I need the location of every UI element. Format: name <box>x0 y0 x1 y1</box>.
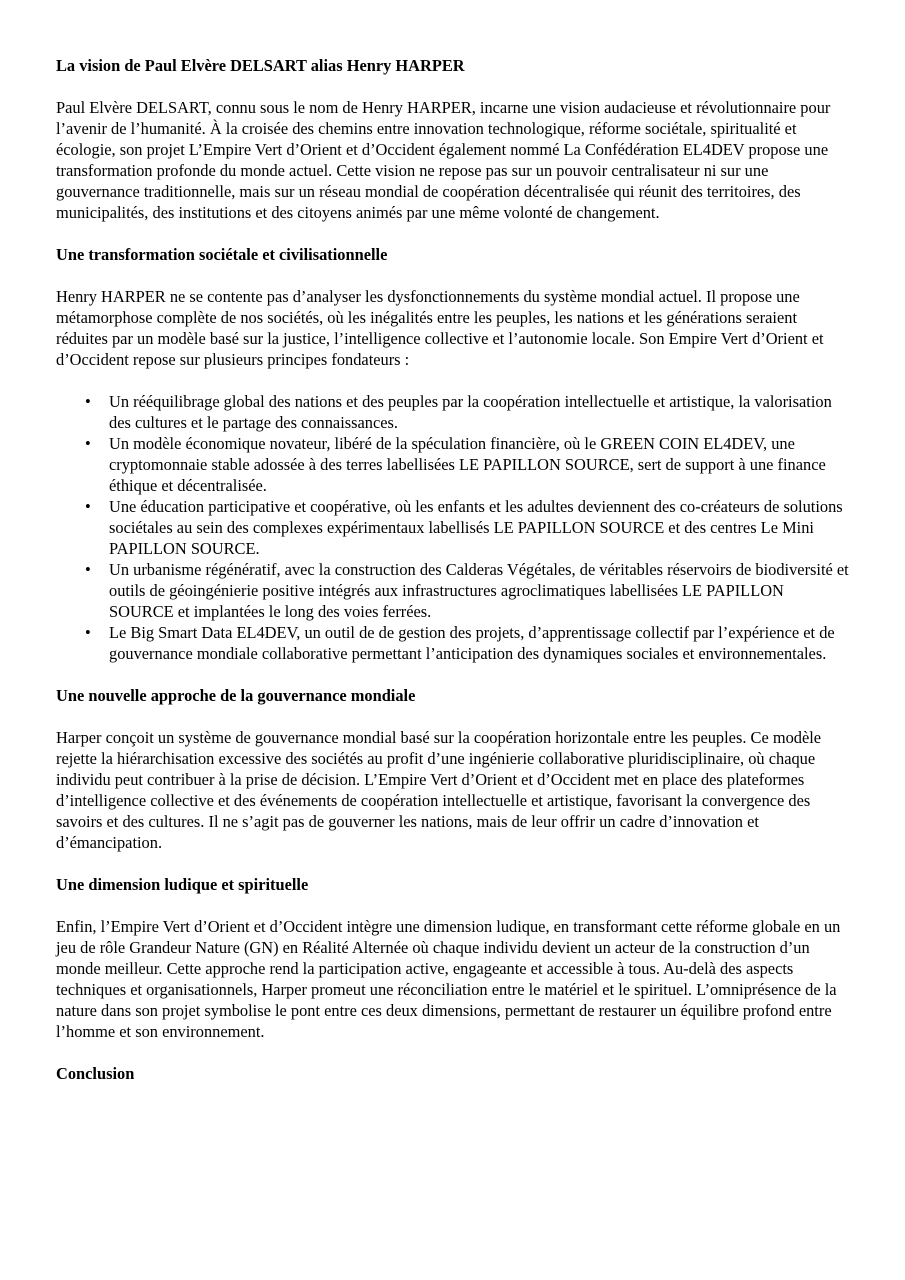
bullet-icon: • <box>85 434 91 453</box>
list-item <box>56 433 852 496</box>
list-item-text: Un urbanisme régénératif, avec la construction des Calderas Végétales, de véritables réservoirs de biodiversité et outils de géoingénierie positive intégrés aux infrastructures agroclimatiques labellisées LE PAPILLON SOURCE et implantées le long des voies ferrées. <box>109 560 849 621</box>
list-item-text: Le Big Smart Data EL4DEV, un outil de de gestion des projets, d’apprentissage collectif par l’expérience et de gouvernance mondiale collaborative permettant l’anticipation des dynamiques sociales et environnementales. <box>109 623 835 663</box>
list-item <box>56 391 852 433</box>
bullet-icon: • <box>85 392 91 411</box>
section-heading-governance: Une nouvelle approche de la gouvernance mondiale <box>56 686 416 705</box>
section-heading-conclusion: Conclusion <box>56 1064 135 1083</box>
document-title: La vision de Paul Elvère DELSART alias Henry HARPER <box>56 56 465 75</box>
section-heading-spiritual: Une dimension ludique et spirituelle <box>56 875 309 894</box>
document-page <box>56 55 852 1084</box>
section-paragraph-governance: Harper conçoit un système de gouvernance mondial basé sur la coopération horizontale entre les peuples. Ce modèle rejette la hiérarchisation excessive des sociétés au profit d’une ingénierie collaborative pluridisciplinaire, où chaque individu peut contribuer à la prise de décision. L’Empire Vert d’Orient et d’Occident met en place des plateformes d’intelligence collective et des événements de coopération intellectuelle et artistique, favorisant la convergence des savoirs et des cultures. Il ne s’agit pas de gouverner les nations, mais de leur offrir un cadre d’innovation et d’émancipation. <box>56 728 822 852</box>
intro-paragraph: Paul Elvère DELSART, connu sous le nom de Henry HARPER, incarne une vision audacieuse et révolutionnaire pour l’avenir de l’humanité. À la croisée des chemins entre innovation technologique, réforme sociétale, spiritualité et écologie, son projet L’Empire Vert d’Orient et d’Occident également nommé La Confédération EL4DEV propose une transformation profonde du monde actuel. Cette vision ne repose pas sur un pouvoir centralisateur ni sur une gouvernance traditionnelle, mais sur un réseau mondial de coopération décentralisée qui réunit des territoires, des municipalités, des institutions et des citoyens animés par une même volonté de changement. <box>56 98 831 222</box>
list-item <box>56 496 852 559</box>
bullet-icon: • <box>85 497 91 516</box>
list-item <box>56 559 852 622</box>
bullet-icon: • <box>85 623 91 642</box>
list-item-text: Un modèle économique novateur, libéré de la spéculation financière, où le GREEN COIN EL4DEV, une cryptomonnaie stable adossée à des terres labellisées LE PAPILLON SOURCE, sert de support à une finance éthique et décentralisée. <box>109 434 826 495</box>
list-item-text: Une éducation participative et coopérative, où les enfants et les adultes deviennent des co-créateurs de solutions sociétales au sein des complexes expérimentaux labellisés LE PAPILLON SOURCE et des centres Le Mini PAPILLON SOURCE. <box>109 497 843 558</box>
list-item <box>56 622 852 664</box>
section-paragraph-transformation: Henry HARPER ne se contente pas d’analyser les dysfonctionnements du système mondial actuel. Il propose une métamorphose complète de nos sociétés, où les inégalités entre les peuples, les nations et les générations seraient réduites par un modèle basé sur la justice, l’intelligence collective et l’autonomie locale. Son Empire Vert d’Orient et d’Occident repose sur plusieurs principes fondateurs : <box>56 287 824 369</box>
principles-list <box>56 391 852 664</box>
bullet-icon: • <box>85 560 91 579</box>
section-paragraph-spiritual: Enfin, l’Empire Vert d’Orient et d’Occident intègre une dimension ludique, en transformant cette réforme globale en un jeu de rôle Grandeur Nature (GN) en Réalité Alternée où chaque individu devient un acteur de la construction d’un monde meilleur. Cette approche rend la participation active, engageante et accessible à tous. Au-delà des aspects techniques et organisationnels, Harper promeut une réconciliation entre le matériel et le spirituel. L’omniprésence de la nature dans son projet symbolise le pont entre ces deux dimensions, permettant de restaurer un équilibre profond entre l’homme et son environnement. <box>56 917 841 1041</box>
section-heading-transformation: Une transformation sociétale et civilisationnelle <box>56 245 388 264</box>
list-item-text: Un rééquilibrage global des nations et des peuples par la coopération intellectuelle et artistique, la valorisation des cultures et le partage des connaissances. <box>109 392 832 432</box>
